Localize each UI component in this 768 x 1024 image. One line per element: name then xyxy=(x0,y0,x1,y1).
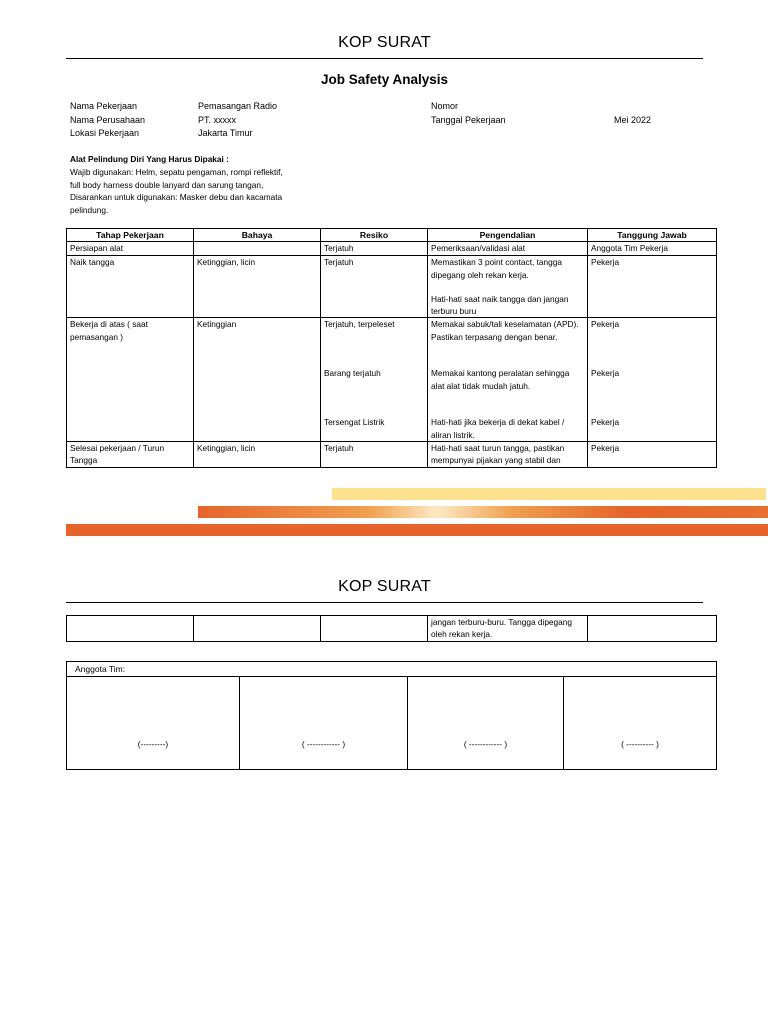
footer-stripe-orange xyxy=(66,524,768,536)
header-tanggung-jawab: Tanggung Jawab xyxy=(588,229,717,242)
cell-resiko: Terjatuh xyxy=(321,242,428,256)
cell-tahap xyxy=(67,616,194,642)
info-left-values xyxy=(198,100,277,141)
anggota-tim-box xyxy=(66,661,717,770)
apd-line: Wajib digunakan: Helm, sepatu pengaman, rompi reflektif, xyxy=(70,166,283,177)
tanggung-item: Pekerja xyxy=(591,368,620,379)
cell-pengendalian xyxy=(428,256,588,318)
cell-tanggung-jawab: Pekerja xyxy=(588,256,717,318)
table-row xyxy=(67,242,717,256)
tanggung-item: Pekerja xyxy=(591,417,620,428)
footer-stripe-light xyxy=(332,488,766,500)
kop-surat-header-page2: KOP SURAT xyxy=(338,578,431,595)
cell-resiko: Terjatuh xyxy=(321,256,428,318)
document-title: Job Safety Analysis xyxy=(320,72,449,87)
cell-tahap: Naik tangga xyxy=(67,256,194,318)
cell-bahaya xyxy=(194,242,321,256)
apd-section xyxy=(70,153,330,217)
cell-tahap: Bekerja di atas ( saat pemasangan ) xyxy=(67,318,194,442)
signature-placeholder: ( ------------ ) xyxy=(463,739,508,749)
tanggung-item: Pekerja xyxy=(591,319,620,330)
kop-surat-header: KOP SURAT xyxy=(338,34,431,51)
anggota-tim-label: Anggota Tim: xyxy=(67,662,716,677)
signature-cell xyxy=(240,677,408,769)
cell-resiko xyxy=(321,616,428,642)
value-nama-perusahaan: PT. xxxxx xyxy=(198,114,237,125)
cell-tahap: Persiapan alat xyxy=(67,242,194,256)
signature-placeholder: ( ---------- ) xyxy=(621,739,659,749)
value-nomor xyxy=(614,100,651,114)
table-row xyxy=(67,442,717,468)
jsa-table-continued xyxy=(66,615,717,642)
signature-cell xyxy=(564,677,716,769)
cell-tanggung-jawab xyxy=(588,318,717,442)
apd-heading: Alat Pelindung Diri Yang Harus Dipakai : xyxy=(70,154,229,164)
table-header-row xyxy=(67,229,717,242)
pengendalian-item: Hati-hati saat naik tangga dan jangan terburu buru xyxy=(431,293,569,317)
header-rule xyxy=(66,58,703,59)
table-row xyxy=(67,616,717,642)
cell-bahaya: Ketinggian xyxy=(194,318,321,442)
info-right-values xyxy=(614,100,651,127)
footer-stripe-gradient xyxy=(198,506,768,518)
signature-cell xyxy=(67,677,240,769)
apd-line: Disarankan untuk digunakan: Masker debu dan kacamata xyxy=(70,192,283,203)
apd-line: full body harness double lanyard dan sarung tangan, xyxy=(70,179,264,190)
pengendalian-item: Memastikan 3 point contact, tangga dipegang oleh rekan kerja. xyxy=(431,257,562,280)
pengendalian-item: Memakai sabuk/tali keselamatan (APD). Pastikan terpasang dengan benar. xyxy=(431,319,579,342)
resiko-item: Tersengat Listrik xyxy=(324,417,385,428)
table-row xyxy=(67,318,717,442)
signature-cell xyxy=(408,677,564,769)
cell-tahap: Selesai pekerjaan / Turun Tangga xyxy=(67,442,194,468)
header-resiko: Resiko xyxy=(321,229,428,242)
pengendalian-item: Memakai kantong peralatan sehingga alat alat tidak mudah jatuh. xyxy=(431,368,570,391)
label-tanggal-pekerjaan: Tanggal Pekerjaan xyxy=(431,114,506,125)
resiko-item: Barang terjatuh xyxy=(324,368,381,379)
cell-tanggung-jawab: Anggota Tim Pekerja xyxy=(588,242,717,256)
cell-tanggung-jawab xyxy=(588,616,717,642)
apd-line: pelindung. xyxy=(70,205,109,216)
signature-row xyxy=(67,677,716,769)
signature-placeholder: (---------) xyxy=(137,739,169,749)
resiko-item: Terjatuh, terpeleset xyxy=(324,319,395,330)
cell-bahaya xyxy=(194,616,321,642)
cell-bahaya: Ketinggian, licin xyxy=(194,442,321,468)
label-lokasi-pekerjaan: Lokasi Pekerjaan xyxy=(70,128,140,138)
label-nomor: Nomor xyxy=(431,101,459,111)
header-pengendalian: Pengendalian xyxy=(428,229,588,242)
cell-tanggung-jawab: Pekerja xyxy=(588,442,717,468)
cell-resiko: Terjatuh xyxy=(321,442,428,468)
cell-pengendalian: Hati-hati saat turun tangga, pastikan mempunyai pijakan yang stabil dan xyxy=(428,442,588,468)
header-rule-page2 xyxy=(66,602,703,603)
header-bahaya: Bahaya xyxy=(194,229,321,242)
label-nama-pekerjaan: Nama Pekerjaan xyxy=(70,101,138,111)
pengendalian-item: Hati-hati jika bekerja di dekat kabel / aliran listrik. xyxy=(431,417,565,440)
info-right-labels xyxy=(431,100,506,127)
value-tanggal-pekerjaan: Mei 2022 xyxy=(614,114,652,125)
cell-pengendalian: Pemeriksaan/validasi alat xyxy=(428,242,588,256)
value-lokasi-pekerjaan: Jakarta Timur xyxy=(198,128,253,138)
value-nama-pekerjaan: Pemasangan Radio xyxy=(198,101,278,111)
cell-bahaya: Ketinggian, licin xyxy=(194,256,321,318)
cell-resiko xyxy=(321,318,428,442)
table-row xyxy=(67,256,717,318)
cell-pengendalian xyxy=(428,318,588,442)
jsa-table xyxy=(66,228,717,468)
signature-placeholder: ( ------------ ) xyxy=(301,739,346,749)
label-nama-perusahaan: Nama Perusahaan xyxy=(70,114,146,125)
info-left-labels xyxy=(70,100,145,141)
header-tahap: Tahap Pekerjaan xyxy=(67,229,194,242)
cell-pengendalian: jangan terburu-buru. Tangga dipegang oleh rekan kerja. xyxy=(428,616,588,642)
